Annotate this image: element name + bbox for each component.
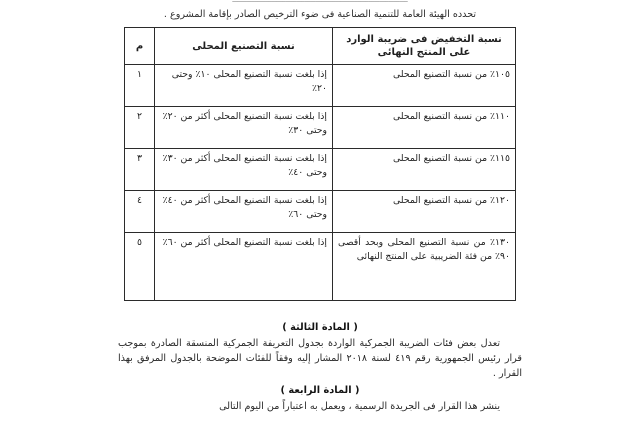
cell-index: ٣ — [125, 149, 155, 191]
cell-reduction: ١١٥٪ من نسبة التصنيع المحلى — [333, 149, 516, 191]
cell-reduction: ١١٠٪ من نسبة التصنيع المحلى — [333, 107, 516, 149]
cell-local-manufacturing: إذا بلغت نسبة التصنيع المحلى أكثر من ٦٠٪ — [155, 233, 333, 301]
cell-local-manufacturing: إذا بلغت نسبة التصنيع المحلى ١٠٪ وحتى ٢٠٪ — [155, 65, 333, 107]
cell-local-manufacturing: إذا بلغت نسبة التصنيع المحلى أكثر من ٤٠٪ وحتى ٦٠٪ — [155, 191, 333, 233]
table-row — [125, 233, 516, 301]
cell-reduction: ١٢٠٪ من نسبة التصنيع المحلى — [333, 191, 516, 233]
article-body-fourth: ينشر هذا القرار فى الجريدة الرسمية ، ويعمل به اعتباراً من اليوم التالى — [219, 401, 500, 412]
cell-index: ٤ — [125, 191, 155, 233]
column-header-index: م — [125, 28, 155, 65]
cell-index: ٢ — [125, 107, 155, 149]
clipped-top-text-line — [0, 0, 640, 7]
rates-table-container — [124, 27, 516, 301]
table-row — [125, 107, 516, 149]
articles-section — [118, 318, 522, 414]
column-header-reduction: نسبة التخفيض فى ضريبة الوارد على المنتج النهائى — [333, 28, 516, 65]
cell-index: ١ — [125, 65, 155, 107]
table-header — [125, 28, 516, 65]
article-heading-third: ( المادة الثالثة ) — [282, 322, 358, 333]
cell-index: ٥ — [125, 233, 155, 301]
manufacturing-rates-table — [124, 27, 516, 301]
table-header-row — [125, 28, 516, 65]
cell-reduction: ١٠٥٪ من نسبة التصنيع المحلى — [333, 65, 516, 107]
article-heading-fourth: ( المادة الرابعة ) — [280, 385, 360, 396]
article-body-third: تعدل بعض فئات الضريبة الجمركية الواردة بجدول التعريفة الجمركية المنسقة الصادرة بموجب قرار رئيس الجمهورية رقم ٤١٩ لسنة ٢٠١٨ المشار إليه وفقاً للفئات الموضحة بالجدول المرفق بهذا القرار . — [118, 338, 523, 379]
column-header-local-manufacturing: نسبة التصنيع المحلى — [155, 28, 333, 65]
intro-sentence: تحدده الهيئة العامة للتنمية الصناعية فى ضوء الترخيص الصادر بإقامة المشروع . — [163, 9, 477, 20]
cell-local-manufacturing: إذا بلغت نسبة التصنيع المحلى أكثر من ٣٠٪ وحتى ٤٠٪ — [155, 149, 333, 191]
cell-local-manufacturing: إذا بلغت نسبة التصنيع المحلى أكثر من ٢٠٪ وحتى ٣٠٪ — [155, 107, 333, 149]
table-row — [125, 65, 516, 107]
table-body — [125, 65, 516, 301]
table-row — [125, 149, 516, 191]
cell-reduction: ١٣٠٪ من نسبة التصنيع المحلى وبحد أقصى ٩٠٪ من فئة الضريبية على المنتج النهائى — [333, 233, 516, 301]
table-row — [125, 191, 516, 233]
